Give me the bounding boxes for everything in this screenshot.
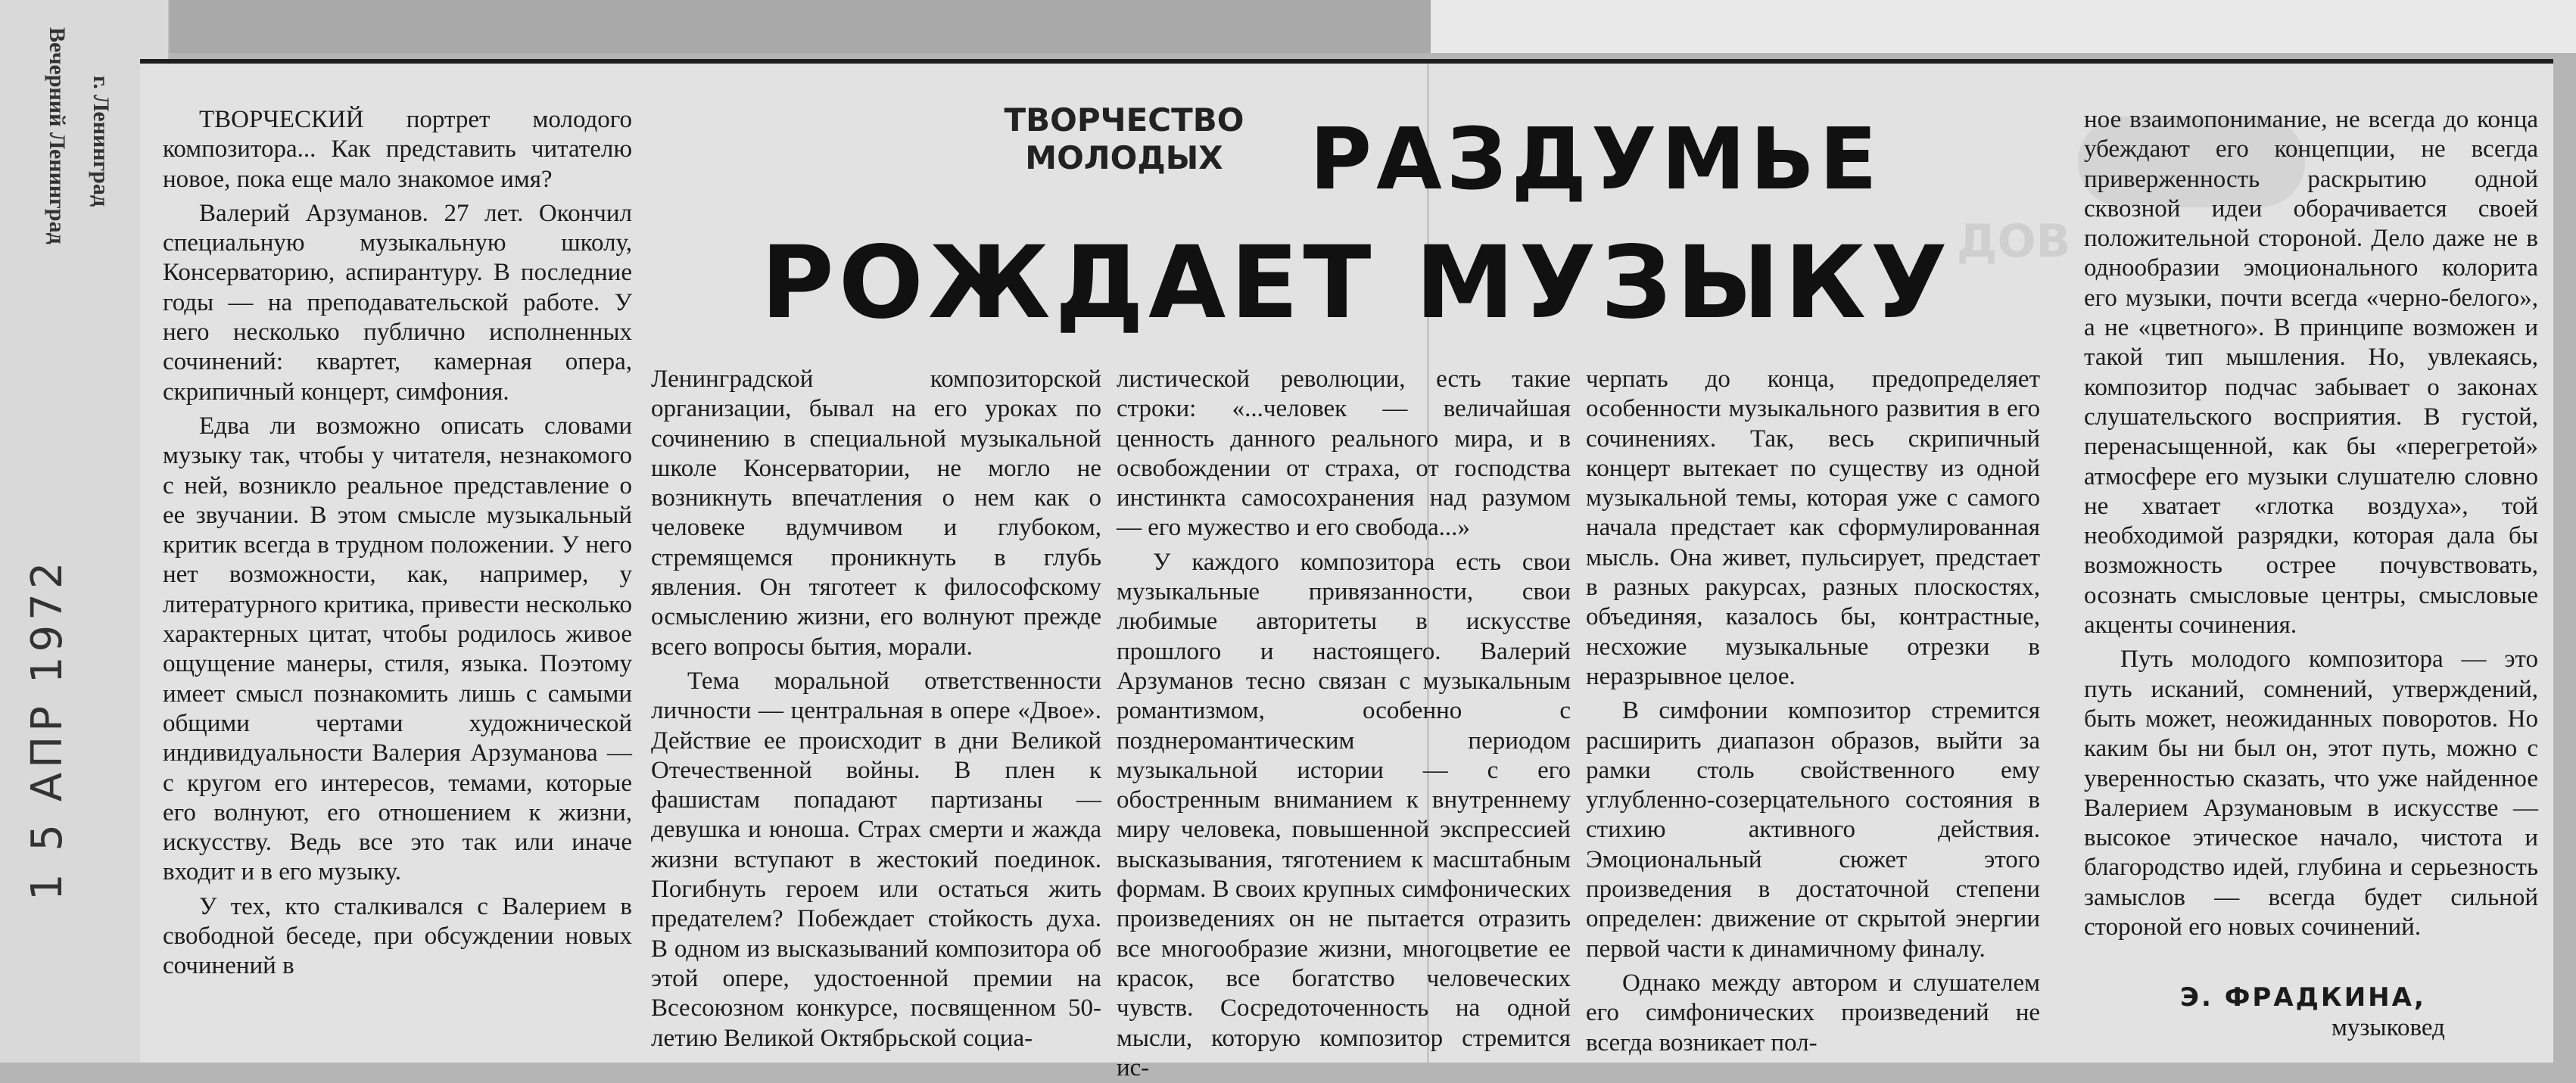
headline-line-1: РАЗДУМЬЕ (1310, 110, 1882, 209)
col1-paragraph: ТВОРЧЕСКИЙ портрет молодого композитора... Как представить читателю новое, пока еще мало знакомое имя? (163, 106, 632, 193)
col3-paragraph: У каждого композитора есть свои музыкальные привязанности, свои любимые авторитеты в искусстве прошлого и настоящего. Валерий Арзуманов тесно связан с музыкальным романтизмом, особенно с позднеромантическим периодом музыкальной истории — с его обостренным вниманием к внутреннему миру человека, повышенной экспрессией высказывания, тяготением к масштабным формам. В своих крупных симфонических произведениях он не пытается отразить все многообразие жизни, многоцветие ее красок, все богатство человеческих чувств. Сосредоточенность на одной мысли, которую композитор стремится ис- (1117, 548, 1571, 1081)
col4-paragraph: черпать до конца, предопределяет особенности музыкального развития в его сочинениях. Так, весь скрипичный концерт вытекает по существу из одной музыкальной темы, которая уже с самого начала предстает как сформулированная мысль. Она живет, пульсирует, предстает в разных ракурсах, разных плоскостях, объединяя, казалось бы, контрастные, несхожие музыкальные отрезки в неразрывное целое. (1586, 366, 2040, 690)
col1-paragraph: Валерий Арзуманов. 27 лет. Окончил специальную музыкальную школу, Консерваторию, аспирантуру. В последние годы — на преподавательской работе. У него несколько публично исполненных сочинений: квартет, камерная опера, скрипичный концерт, симфония. (163, 199, 632, 406)
col4-paragraph: В симфонии композитор стремится расширить диапазон образов, выйти за рамки столь свойственного ему углубленно-созерцательного состояния в стихию активного действия. Эмоциональный сюжет этого произведения в достаточной степени определен: движение от скрытой энергии первой части к динамичному финалу. (1586, 697, 2040, 963)
column-2 (651, 365, 1101, 1066)
stamp-city: г. Ленинград (89, 76, 114, 207)
kicker-line-1: ТВОРЧЕСТВО (1004, 101, 1244, 138)
author-role: музыковед (2331, 1014, 2445, 1041)
headline-line-2: РОЖДАЕТ МУЗЫКУ (761, 225, 1952, 341)
kicker-line-2: МОЛОДЫХ (1025, 139, 1223, 176)
column-4 (1586, 365, 2040, 1066)
column-3 (1117, 365, 1571, 1081)
col4-paragraph: Однако между автором и слушателем его симфонических произведений не всегда возникает пол- (1586, 969, 2040, 1057)
col2-paragraph: Тема моральной ответственности личности — центральная в опере «Двое». Действие ее происходит в дни Великой Отечественной войны. В плен к фашистам попадают партизаны — девушка и юноша. Страх смерти и жажда жизни вступают в жестокий поединок. Погибнуть героем или остаться жить предателем? Побеждает стойкость духа. В одном из высказываний композитора об этой опере, удостоенной премии на Всесоюзном конкурсе, посвященном 50-летию Великой Октябрьской социа- (651, 667, 1101, 1052)
col1-paragraph: У тех, кто сталкивался с Валерием в свободной беседе, при обсуждении новых сочинений в (163, 892, 632, 980)
col5-paragraph: Путь молодого композитора — это путь исканий, сомнений, утверждений, быть может, неожиданных поворотов. Но каким бы ни был он, этот путь, можно с уверенностью сказать, что уже найденное Валерием Арзумановым в искусстве — высокое этическое начало, чистота и благородство идей, глубина и серьезность замыслов — всегда будет сильной стороной его новых сочинений. (2084, 646, 2538, 941)
author-signature: Э. ФРАДКИНА, (2180, 982, 2426, 1013)
scan-background-top-right (1431, 0, 2576, 53)
newspaper-clipping (140, 59, 2553, 1081)
col1-paragraph: Едва ли возможно описать словами музыку так, чтобы у читателя, незнакомого с ней, возникло реальное представление о ее звучании. В этом смысле музыкальный критик всегда в трудном положении. У него нет возможности, как, например, у литературного критика, привести несколько характерных цитат, чтобы родилось живое ощущение манеры, стиля, языка. Поэтому имеет смысл познакомить лишь с самыми общими чертами художнической индивидуальности Валерия Арзуманова — с кругом его интересов, темами, которые его волнуют, его отношением к жизни, искусству. Ведь все это так или иначе входит и в его музыку. (163, 412, 632, 886)
col3-paragraph: листической революции, есть такие строки: «...человек — величайшая ценность данного реального мира, и в освобождении от страха, от господства инстинкта самосохранения над разумом — его мужество и его свобода...» (1117, 366, 1571, 542)
stamp-newspaper-name: Вечерний Ленинград (45, 27, 70, 244)
column-1 (163, 105, 632, 1066)
col5-paragraph: ное взаимопонимание, не всегда до конца убеждают его концепции, не всегда приверженность раскрытию одной сквозной идеи оборачивается своей положительной стороной. Дело даже не в однообразии эмоционального колорита его музыки, почти всегда «черно-белого», а не «цветного». В принципе возможен и такой тип мышления. Но, увлекаясь, композитор подчас забывает о законах слушательского восприятия. В густой, перенасыщенной, как бы «перегретой» атмосфере его музыки слушателю словно не хватает «глотка воздуха», той необходимой разрядки, которая дала бы возможность острее почувствовать, осознать смысловые центры, смысловые акценты сочинения. (2084, 106, 2538, 640)
rubric-kicker (980, 101, 1268, 177)
col2-paragraph: Ленинградской композиторской организации, бывал на его уроках по сочинению в специальной музыкальной школе Консерватории, не могло не возникнуть впечатления о нем как о человеке вдумчивом и глубоком, стремящемся проникнуть в глубь явления. Он тяготеет к философскому осмыслению жизни, его волнуют прежде всего вопросы бытия, морали. (651, 366, 1101, 661)
column-5 (2084, 105, 2538, 983)
stamp-date: 1 5 АПР 1972 (23, 557, 72, 901)
bleed-through-text: ДОВ (1957, 215, 2071, 268)
